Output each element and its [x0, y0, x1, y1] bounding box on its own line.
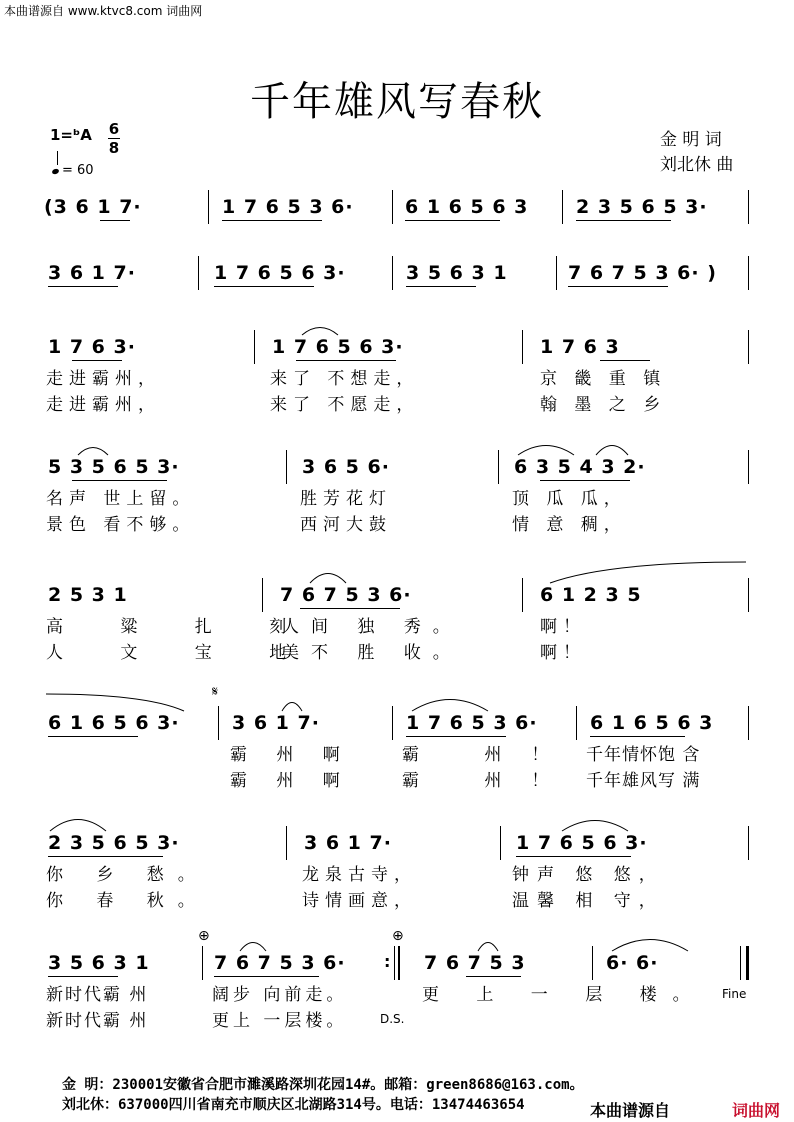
measure: (3 6 1 7·	[44, 196, 142, 218]
lyric-verse2: 霸 州！	[402, 771, 579, 791]
barline	[392, 190, 393, 224]
lyric-verse1: 霸 州！	[402, 745, 579, 765]
measure: 1 7 6 5 6 3·	[516, 832, 648, 854]
beam-line	[406, 286, 476, 287]
barline	[748, 706, 749, 740]
barline	[748, 256, 749, 290]
lyric-verse2: 翰 墨 之 乡	[540, 395, 667, 415]
lyric-verse1: 啊！	[540, 617, 586, 637]
barline	[748, 330, 749, 364]
barline	[208, 190, 209, 224]
lyric-verse1: 胜芳花灯	[300, 489, 392, 509]
barline	[748, 826, 749, 860]
lyric-verse2: 美不 胜 收。	[282, 643, 462, 663]
slur	[548, 562, 748, 584]
barline	[500, 826, 501, 860]
barline	[202, 946, 203, 980]
lyric-verse2: 更上 一层楼。	[212, 1011, 348, 1031]
measure: 3 6 5 6·	[302, 456, 390, 478]
lyric-verse1: 走进霸州，	[46, 369, 161, 389]
footer-contact-composer: 刘北休：637000四川省南充市顺庆区北湖路314号。电话：13474463654	[62, 1097, 525, 1113]
beam-line	[48, 856, 163, 857]
beam-line	[576, 220, 671, 221]
lyric-verse1: 高 粱 扎 刻	[46, 617, 313, 637]
slur	[610, 934, 690, 952]
measure: 5 3 5 6 5 3·	[48, 456, 180, 478]
measure: 6 1 6 5 6 3	[590, 712, 714, 734]
beam-line	[222, 220, 322, 221]
measure: 1 7 6 3·	[48, 336, 136, 358]
lyric-verse1: 龙泉古寺，	[302, 865, 417, 885]
beam-line	[48, 736, 138, 737]
segno-icon: 𝄋	[212, 684, 219, 700]
measure: 6 1 6 5 6 3	[405, 196, 529, 218]
fine-marking: Fine	[722, 987, 747, 1001]
song-title: 千年雄风写春秋	[250, 79, 544, 125]
lyric-verse1: 阔步 向前走。	[212, 985, 348, 1005]
beam-line	[568, 286, 668, 287]
slur	[280, 698, 304, 712]
slur	[476, 938, 500, 952]
watermark-site: 词曲网	[732, 1101, 781, 1120]
lyric-verse2: 情 意 稠，	[512, 515, 627, 535]
measure: 2 5 3 1	[48, 584, 128, 606]
measure: 3 5 6 3 1	[48, 952, 150, 974]
repeat-dots: :	[384, 952, 391, 971]
lyricist-credit: 金 明 词	[660, 130, 722, 150]
barline	[286, 450, 287, 484]
beam-line	[72, 360, 122, 361]
time-signature	[108, 120, 120, 157]
measure: 2 3 5 6 5 3·	[576, 196, 708, 218]
lyric-verse1: 你 乡 愁。	[46, 865, 209, 885]
barline	[556, 256, 557, 290]
lyric-verse2: 千年雄风写 满	[586, 771, 701, 791]
final-barline	[746, 946, 749, 980]
measure: 3 6 1 7·	[304, 832, 392, 854]
slur	[560, 816, 630, 832]
tempo-marking	[52, 163, 94, 178]
quarter-note-icon	[51, 168, 59, 175]
lyric-verse1: 顶 瓜 瓜，	[512, 489, 627, 509]
beam-line	[100, 220, 130, 221]
barline	[522, 330, 523, 364]
lyric-verse2: 来了 不愿走，	[270, 395, 420, 415]
barline	[218, 706, 219, 740]
slur	[594, 442, 630, 456]
measure: 6· 6·	[606, 952, 659, 974]
score-row-2	[0, 262, 794, 312]
lyric-verse2: 啊！	[540, 643, 586, 663]
barline	[592, 946, 593, 980]
composer-credit: 刘北休 曲	[660, 155, 734, 175]
footer-contact-lyricist: 金 明：230001安徽省合肥市濉溪路深圳花园14#。邮箱：green8686@163.com。	[62, 1077, 584, 1093]
lyric-verse2: 走进霸州，	[46, 395, 161, 415]
barline	[576, 706, 577, 740]
measure: 6 1 6 5 6 3·	[48, 712, 180, 734]
slur	[238, 938, 268, 952]
beam-line	[72, 480, 167, 481]
beam-line	[405, 220, 500, 221]
key-signature: 1=ᵇA	[50, 126, 92, 144]
note-stem	[57, 151, 58, 165]
barline	[748, 578, 749, 612]
score-row-1	[0, 196, 794, 246]
lyric-verse1: 名声 世上留。	[46, 489, 196, 509]
lyric-verse2: 景色 看不够。	[46, 515, 196, 535]
ds-marking: D.S.	[380, 1012, 405, 1026]
measure: 1 7 6 5 6 3·	[214, 262, 346, 284]
lyric-verse2: 诗情画意，	[302, 891, 417, 911]
beam-line	[48, 976, 118, 977]
meter-bottom: 8	[108, 139, 120, 157]
barline	[498, 450, 499, 484]
slur	[516, 442, 576, 456]
beam-line	[600, 360, 650, 361]
slur	[308, 570, 348, 584]
measure: 1 7 6 5 6 3·	[272, 336, 404, 358]
lyric-verse1: 新时代霸 州	[46, 985, 149, 1005]
beam-line	[590, 736, 685, 737]
barline	[198, 256, 199, 290]
coda-icon: ⊕	[392, 928, 404, 944]
barline	[392, 256, 393, 290]
barline	[392, 706, 393, 740]
watermark-source: 本曲谱源自	[590, 1101, 671, 1120]
measure: 7 6 7 5 3	[424, 952, 526, 974]
lyric-verse1: 千年情怀饱 含	[586, 745, 701, 765]
barline	[748, 450, 749, 484]
barline	[562, 190, 563, 224]
lyric-verse2: 西河大鼓	[300, 515, 392, 535]
barline	[522, 578, 523, 612]
meter-top: 6	[108, 120, 120, 138]
barline	[286, 826, 287, 860]
beam-line	[466, 976, 521, 977]
beam-line	[516, 856, 631, 857]
measure: 1 7 6 5 3 6·	[406, 712, 538, 734]
barline	[394, 946, 395, 980]
beam-line	[296, 360, 396, 361]
barline	[262, 578, 263, 612]
measure: 3 6 1 7·	[232, 712, 320, 734]
measure: 7 6 7 5 3 6·	[214, 952, 346, 974]
slur	[410, 694, 490, 712]
beam-line	[48, 286, 118, 287]
barline	[254, 330, 255, 364]
barline-thick	[398, 946, 400, 980]
lyric-verse2: 新时代霸 州	[46, 1011, 149, 1031]
measure: 6 1 2 3 5	[540, 584, 642, 606]
lyric-verse1: 人间 独 秀。	[282, 617, 462, 637]
beam-line	[300, 608, 400, 609]
beam-line	[214, 286, 314, 287]
measure: 7 6 7 5 3 6·	[280, 584, 412, 606]
measure: 1 7 6 5 3 6·	[222, 196, 354, 218]
lyric-verse2: 霸 州 啊	[230, 771, 352, 791]
source-header-text: 本曲谱源自 www.ktvc8.com 词曲网	[4, 4, 203, 18]
lyric-verse1: 钟声 悠 悠，	[512, 865, 664, 885]
coda-icon: ⊕	[198, 928, 210, 944]
measure: 7 6 7 5 3 6· )	[568, 262, 717, 284]
barline	[740, 946, 741, 980]
lyric-verse2: 人 文 宝 地	[46, 643, 313, 663]
score-row-6	[0, 684, 794, 791]
lyric-verse2: 你 春 秋。	[46, 891, 209, 911]
lyric-verse1: 京 畿 重 镇	[540, 369, 667, 389]
barline	[748, 190, 749, 224]
lyric-verse1: 来了 不想走，	[270, 369, 420, 389]
beam-line	[214, 976, 319, 977]
slur	[46, 692, 186, 712]
score-row-3	[0, 336, 794, 415]
measure: 6 3 5 4 3 2·	[514, 456, 646, 478]
slur	[300, 324, 340, 336]
beam-line	[406, 736, 506, 737]
measure: 3 6 1 7·	[48, 262, 136, 284]
beam-line	[540, 480, 630, 481]
lyric-verse2: 温馨 相 守，	[512, 891, 664, 911]
lyric-verse1: 更 上 一 层 楼。	[422, 985, 706, 1005]
score-row-7	[0, 832, 794, 911]
slur	[48, 814, 108, 832]
lyric-verse1: 霸 州 啊	[230, 745, 352, 765]
measure: 2 3 5 6 5 3·	[48, 832, 180, 854]
score-row-5	[0, 584, 794, 663]
measure: 1 7 6 3	[540, 336, 620, 358]
measure: 3 5 6 3 1	[406, 262, 508, 284]
slur	[76, 444, 110, 456]
score-row-4	[0, 456, 794, 535]
tempo-value: = 60	[62, 163, 94, 178]
